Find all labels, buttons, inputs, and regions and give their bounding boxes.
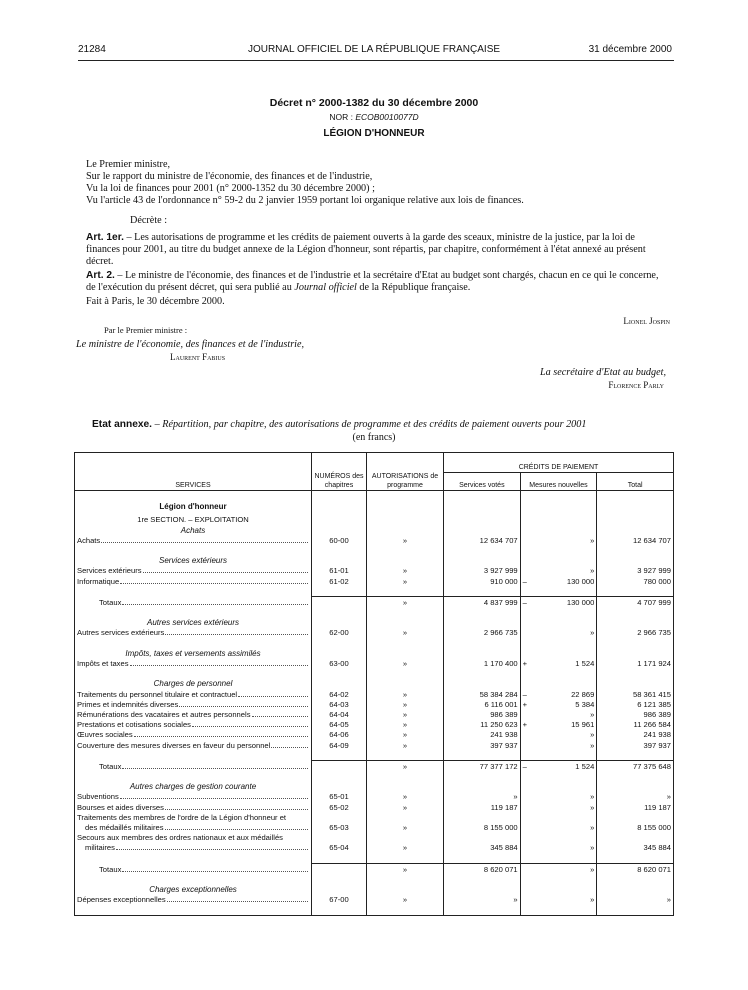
leader-dots	[134, 735, 308, 737]
table-row	[75, 709, 674, 719]
votes-value: 241 938	[444, 729, 521, 739]
votes-value: 345 884	[444, 842, 521, 852]
col-services: SERVICES	[75, 453, 312, 491]
chapter-number: 64-03	[312, 699, 367, 709]
row-label: Traitements du personnel titulaire et contractuel	[77, 689, 238, 699]
leader-dots	[122, 767, 308, 769]
table-row	[75, 822, 674, 832]
autorisation-value: »	[367, 658, 444, 668]
decree-title: Décret n° 2000-1382 du 30 décembre 2000	[269, 97, 479, 109]
pm-signature: Lionel Jospin	[623, 316, 670, 326]
autorisation-value: »	[367, 565, 444, 575]
budget-table	[74, 452, 674, 916]
article-1-text: – Les autorisations de programme et les crédits de paiement ouverts à la garde des sceaux, ministre de la justice, par la loi de finances pour 2001, au titre du budget annexe de la Légion d'honneur, sont répartis, par chapitre, conformément à l'état annexé au présent décret.	[86, 232, 646, 267]
done-at: Fait à Paris, le 30 décembre 2000.	[86, 296, 225, 307]
leader-dots	[165, 828, 309, 830]
table-row	[75, 729, 674, 739]
autorisation-value: »	[367, 688, 444, 698]
total-value: 3 927 999	[597, 565, 674, 575]
autorisation-value: »	[367, 699, 444, 709]
annex-dash: –	[152, 419, 163, 430]
mesures-value: 22 869	[571, 689, 595, 699]
leader-dots	[271, 746, 308, 748]
col-credits: CRÉDITS DE PAIEMENT	[444, 453, 674, 473]
row-label: Dépenses exceptionnelles	[77, 895, 166, 905]
totals-label: Totaux	[99, 864, 122, 874]
votes-value: 12 634 707	[444, 535, 521, 545]
journal-officiel-ref: Journal officiel	[294, 282, 357, 293]
mesures-value: 130 000	[566, 597, 595, 607]
leader-dots	[122, 603, 308, 605]
row-label: Subventions	[77, 792, 119, 802]
mesures-sign: –	[522, 689, 527, 699]
chapter-number: 65-02	[312, 801, 367, 811]
totals-row	[75, 596, 674, 607]
mesures-sign: –	[522, 597, 527, 607]
group-title: Achats	[75, 524, 312, 534]
votes-value: »	[444, 894, 521, 904]
group-title: Charges de personnel	[75, 678, 312, 688]
leader-dots	[120, 797, 308, 799]
chapter-number: 62-00	[312, 627, 367, 637]
votes-value: 8 620 071	[444, 863, 521, 874]
mesures-value: 130 000	[566, 576, 595, 586]
table-row	[75, 627, 674, 637]
autorisation-value: »	[367, 863, 444, 874]
journal-title: JOURNAL OFFICIEL DE LA RÉPUBLIQUE FRANÇAISE	[247, 44, 501, 55]
table-row	[75, 842, 674, 852]
mesures-value: »	[590, 730, 595, 740]
votes-value: 2 966 735	[444, 627, 521, 637]
annex-unit: (en francs)	[352, 432, 396, 443]
mesures-value: »	[590, 792, 595, 802]
total-value: »	[597, 791, 674, 801]
row-label: Primes et indemnités diverses	[77, 699, 179, 709]
totals-row	[75, 863, 674, 874]
annex-title-line	[92, 419, 586, 431]
mesures-value: 5 384	[575, 699, 595, 709]
mesures-value: 15 961	[571, 720, 595, 730]
mesures-sign: +	[522, 720, 528, 730]
article-1-label: Art. 1er.	[86, 232, 124, 243]
group-title: Autres services extérieurs	[75, 617, 312, 627]
total-value: 12 634 707	[597, 535, 674, 545]
header-rule	[78, 60, 674, 61]
mesures-value: »	[590, 864, 595, 874]
mesures-sign: –	[522, 761, 527, 771]
col-votes: Services votés	[444, 473, 521, 491]
total-value: 11 266 584	[597, 719, 674, 729]
mesures-value: »	[590, 895, 595, 905]
leader-dots	[101, 541, 308, 543]
table-row	[75, 688, 674, 698]
chapter-number: 64-06	[312, 729, 367, 739]
section-title: 1re SECTION. – EXPLOITATION	[75, 511, 312, 524]
table-row	[75, 658, 674, 668]
row-label: Bourses et aides diverses	[77, 802, 164, 812]
total-value: 77 375 648	[597, 760, 674, 771]
autorisation-value: »	[367, 894, 444, 904]
nor-line	[0, 112, 748, 122]
leader-dots	[179, 705, 308, 707]
mesures-sign: –	[522, 576, 527, 586]
mesures-value: »	[590, 566, 595, 576]
by-pm: Par le Premier ministre :	[104, 325, 188, 335]
mesures-sign: +	[522, 659, 528, 668]
page-number: 21284	[78, 44, 106, 55]
totals-label: Totaux	[99, 761, 122, 771]
row-label: Impôts et taxes	[77, 659, 129, 668]
article-2	[86, 270, 670, 294]
article-2-text: – Le ministre de l'économie, des finances et de l'industrie et la secrétaire d'Etat au budget sont chargés, chacun en ce qui le concerne, de l'exécution du présent décret, qui sera publié au	[86, 270, 659, 293]
minister-signature: Laurent Fabius	[170, 352, 226, 362]
chapter-number: 64-02	[312, 688, 367, 698]
totals-label: Totaux	[99, 597, 122, 607]
total-value: 2 966 735	[597, 627, 674, 637]
leader-dots	[116, 848, 308, 850]
mesures-value: »	[590, 802, 595, 812]
table-row	[75, 812, 674, 822]
total-value: 397 937	[597, 739, 674, 749]
total-value: 119 187	[597, 801, 674, 811]
total-value: 8 620 071	[597, 863, 674, 874]
mesures-value: 1 524	[575, 659, 595, 668]
chapter-number: 64-04	[312, 709, 367, 719]
votes-value: 77 377 172	[444, 760, 521, 771]
row-label-line1: Traitements des membres de l'ordre de la Légion d'honneur et	[75, 812, 312, 822]
autorisation-value: »	[367, 627, 444, 637]
autorisation-value: »	[367, 596, 444, 607]
issue-date: 31 décembre 2000	[588, 44, 672, 55]
leader-dots	[165, 808, 308, 810]
annex-title: Répartition, par chapitre, des autorisations de programme et des crédits de paiement ouverts pour 2001	[162, 419, 587, 430]
running-header	[0, 44, 748, 58]
leader-dots	[122, 870, 308, 872]
group-title: Services extérieurs	[75, 555, 312, 565]
total-value: 6 121 385	[597, 699, 674, 709]
row-label: Services extérieurs	[77, 566, 142, 576]
table-row	[75, 565, 674, 575]
total-value: »	[597, 894, 674, 904]
preamble-line: Sur le rapport du ministre de l'économie, des finances et de l'industrie,	[86, 171, 373, 182]
table-row	[75, 575, 674, 585]
org-name: Légion d'honneur	[75, 501, 312, 511]
row-label: Informatique	[77, 576, 120, 586]
group-title: Charges exceptionnelles	[75, 884, 312, 894]
row-label: Prestations et cotisations sociales	[77, 720, 191, 730]
table-row	[75, 535, 674, 545]
votes-value: 910 000	[444, 575, 521, 585]
chapter-number: 64-05	[312, 719, 367, 729]
row-label: Rémunérations des vacataires et autres personnels	[77, 709, 251, 719]
preamble-line: Vu l'article 43 de l'ordonnance n° 59-2 du 2 janvier 1959 portant loi organique relative aux lois de finances.	[86, 195, 524, 206]
votes-value: 58 384 284	[444, 688, 521, 698]
chapter-number: 67-00	[312, 894, 367, 904]
chapter-number: 63-00	[312, 658, 367, 668]
total-value: 986 389	[597, 709, 674, 719]
chapter-number: 61-01	[312, 565, 367, 575]
votes-value: 4 837 999	[444, 596, 521, 607]
chapter-number: 65-01	[312, 791, 367, 801]
col-mesures: Mesures nouvelles	[520, 473, 597, 491]
votes-value: 986 389	[444, 709, 521, 719]
table-row	[75, 739, 674, 749]
total-value: 780 000	[597, 575, 674, 585]
mesures-value: »	[590, 709, 595, 719]
chapter-number: 65-03	[312, 822, 367, 832]
row-label-line1: Secours aux membres des ordres nationaux et aux médaillés	[75, 832, 312, 842]
total-value: 8 155 000	[597, 822, 674, 832]
autorisation-value: »	[367, 535, 444, 545]
chapter-number: 65-04	[312, 842, 367, 852]
autorisation-value: »	[367, 822, 444, 832]
mesures-value: 1 524	[575, 761, 595, 771]
votes-value: 3 927 999	[444, 565, 521, 575]
leader-dots	[143, 571, 308, 573]
group-title: Impôts, taxes et versements assimilés	[75, 648, 312, 658]
leader-dots	[167, 900, 308, 902]
leader-dots	[238, 695, 308, 697]
leader-dots	[192, 725, 308, 727]
mesures-value: »	[590, 823, 595, 832]
autorisation-value: »	[367, 709, 444, 719]
group-title: Autres charges de gestion courante	[75, 781, 312, 791]
leader-dots	[165, 633, 308, 635]
votes-value: 119 187	[444, 801, 521, 811]
article-2-text-end: de la République française.	[356, 282, 471, 293]
votes-value: 397 937	[444, 739, 521, 749]
mesures-value: »	[590, 628, 595, 638]
nor-code: ECOB0010077D	[355, 112, 419, 122]
votes-value: 1 170 400	[444, 658, 521, 668]
total-value: 1 171 924	[597, 658, 674, 668]
row-label: Œuvres sociales	[77, 730, 133, 740]
decree-subject: LÉGION D'HONNEUR	[323, 128, 425, 139]
leader-dots	[120, 582, 308, 584]
preamble-line: Vu la loi de finances pour 2001 (n° 2000-1352 du 30 décembre 2000) ;	[86, 183, 375, 194]
annex-label: Etat annexe.	[92, 419, 153, 430]
total-value: 345 884	[597, 842, 674, 852]
totals-row	[75, 760, 674, 771]
votes-value: 11 250 623	[444, 719, 521, 729]
row-label: Couverture des mesures diverses en faveur du personnel	[77, 740, 271, 750]
nor-label: NOR :	[329, 112, 353, 122]
decrete-line: Décrète :	[130, 215, 168, 226]
mesures-value: »	[590, 843, 595, 853]
autorisation-value: »	[367, 760, 444, 771]
votes-value: »	[444, 791, 521, 801]
total-value: 241 938	[597, 729, 674, 739]
table-row	[75, 719, 674, 729]
autorisation-value: »	[367, 801, 444, 811]
row-label: militaires	[85, 843, 115, 853]
leader-dots	[130, 664, 309, 666]
article-2-label: Art. 2.	[86, 270, 115, 281]
leader-dots	[252, 715, 309, 717]
col-chapitres: NUMÉROS des chapitres	[312, 453, 367, 491]
mesures-value: »	[590, 535, 595, 545]
autorisation-value: »	[367, 575, 444, 585]
votes-value: 8 155 000	[444, 822, 521, 832]
total-value: 58 361 415	[597, 688, 674, 698]
mesures-value: »	[590, 740, 595, 750]
table-row	[75, 801, 674, 811]
table-row	[75, 832, 674, 842]
chapter-number: 61-02	[312, 575, 367, 585]
autorisation-value: »	[367, 791, 444, 801]
col-autorisations: AUTORISATIONS de programme	[367, 453, 444, 491]
chapter-number: 60-00	[312, 535, 367, 545]
mesures-sign: +	[522, 699, 528, 709]
table-row	[75, 894, 674, 904]
minister-title: Le ministre de l'économie, des finances et de l'industrie,	[76, 339, 305, 350]
preamble-line: Le Premier ministre,	[86, 159, 171, 170]
table-row	[75, 791, 674, 801]
total-value: 4 707 999	[597, 596, 674, 607]
secretary-signature: Florence Parly	[608, 380, 664, 390]
table-body	[75, 491, 674, 916]
row-label: Achats	[77, 535, 101, 545]
autorisation-value: »	[367, 719, 444, 729]
row-label: des médaillés militaires	[85, 823, 164, 832]
col-total: Total	[597, 473, 674, 491]
autorisation-value: »	[367, 842, 444, 852]
table-row	[75, 699, 674, 709]
secretary-title: La secrétaire d'Etat au budget,	[539, 367, 666, 378]
chapter-number: 64-09	[312, 739, 367, 749]
autorisation-value: »	[367, 739, 444, 749]
row-label: Autres services extérieurs	[77, 628, 165, 638]
article-1	[86, 232, 670, 268]
votes-value: 6 116 001	[444, 699, 521, 709]
autorisation-value: »	[367, 729, 444, 739]
